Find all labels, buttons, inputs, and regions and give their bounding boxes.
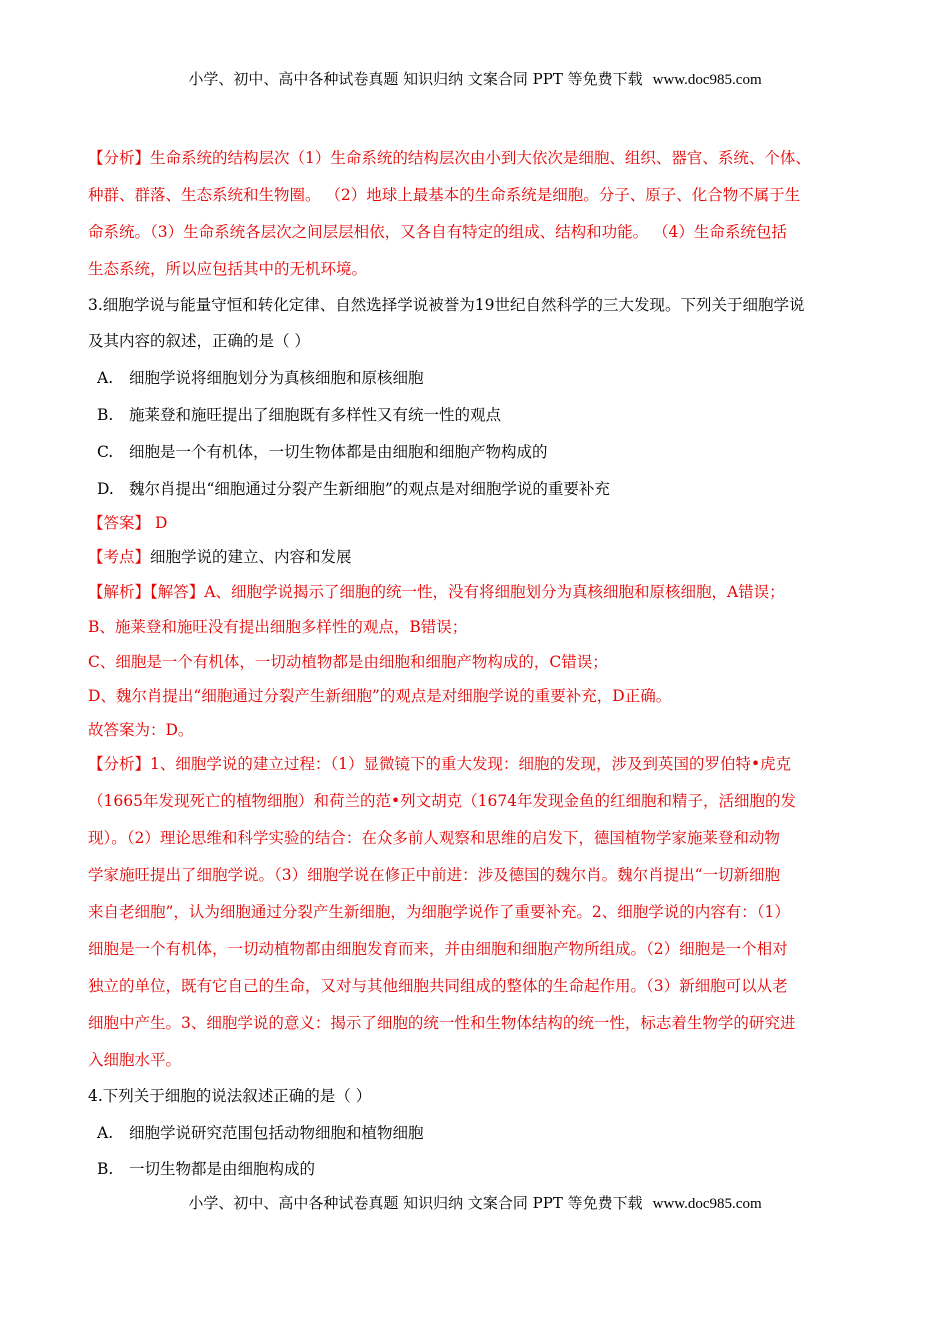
q3-stem-line: 及其内容的叙述，正确的是（ ） — [88, 332, 310, 350]
q2-analysis-line: 种群、群落、生态系统和生物圈。 （2）地球上最基本的生命系统是细胞。分子、原子、化合物不属于生 — [88, 186, 801, 204]
q3-option-b — [97, 403, 501, 425]
q3-conclusion: 故答案为：D。 — [88, 721, 194, 739]
option-letter: A. — [97, 369, 114, 387]
answer-label: 【答案】 — [88, 514, 151, 532]
q3-analysis-line: 现）。（2）理论思维和科学实验的结合：在众多前人观察和思维的启发下，德国植物学家施莱登和动物 — [88, 829, 780, 847]
q3-analysis-line: 细胞是一个有机体，一切动植物都由细胞发育而来，并由细胞和细胞产物所组成。（2）细胞是一个相对 — [88, 940, 788, 958]
header-text: 小学、初中、高中各种试卷真题 知识归纳 文案合同 PPT 等免费下载 — [188, 70, 643, 88]
option-text: 细胞是一个有机体，一切生物体都是由细胞和细胞产物构成的 — [129, 443, 548, 461]
option-letter: B. — [97, 406, 114, 424]
option-text: 魏尔肖提出“细胞通过分裂产生新细胞”的观点是对细胞学说的重要补充 — [129, 480, 610, 498]
option-letter: C. — [97, 443, 114, 461]
q3-analysis-line: 学家施旺提出了细胞学说。（3）细胞学说在修正中前进：涉及德国的魏尔肖。魏尔肖提出“一切新细胞 — [88, 866, 781, 884]
answer-value: D — [150, 514, 168, 532]
q3-explain-line: D、魏尔肖提出“细胞通过分裂产生新细胞”的观点是对细胞学说的重要补充，D正确。 — [88, 687, 672, 705]
q2-analysis-line: 命系统。（3）生命系统各层次之间层层相依，又各自有特定的组成、结构和功能。 （4）生命系统包括 — [88, 223, 787, 241]
q3-option-a — [97, 366, 424, 388]
page-header — [0, 68, 950, 89]
q4-stem: 4.下列关于细胞的说法叙述正确的是（ ） — [88, 1087, 372, 1105]
header-site: www.doc985.com — [652, 72, 762, 88]
q3-analysis-line: 来自老细胞”，认为细胞通过分裂产生新细胞，为细胞学说作了重要补充。2、细胞学说的内容有：（1） — [88, 903, 790, 921]
q3-analysis-line: 独立的单位，既有它自己的生命，又对与其他细胞共同组成的整体的生命起作用。（3）新细胞可以从老 — [88, 977, 788, 995]
option-text: 一切生物都是由细胞构成的 — [129, 1160, 316, 1178]
q3-point — [88, 545, 352, 567]
q3-answer — [88, 511, 167, 533]
q2-analysis-line: 生态系统，所以应包括其中的无机环境。 — [88, 260, 368, 278]
q2-analysis-line: 【分析】生命系统的结构层次（1）生命系统的结构层次由小到大依次是细胞、组织、器官、系统、个体、 — [88, 149, 811, 167]
q3-analysis-line: 【分析】1、细胞学说的建立过程：（1）显微镜下的重大发现：细胞的发现，涉及到英国的罗伯特•虎克 — [88, 755, 792, 773]
footer-text: 小学、初中、高中各种试卷真题 知识归纳 文案合同 PPT 等免费下载 — [188, 1194, 643, 1212]
option-letter: B. — [97, 1160, 114, 1178]
q3-explain-line: B、施莱登和施旺没有提出细胞多样性的观点，B错误； — [88, 618, 468, 636]
q3-option-c — [97, 440, 548, 462]
option-letter: A. — [97, 1124, 114, 1142]
page-footer — [0, 1192, 950, 1213]
option-text: 施莱登和施旺提出了细胞既有多样性又有统一性的观点 — [129, 406, 502, 424]
option-text: 细胞学说研究范围包括动物细胞和植物细胞 — [129, 1124, 424, 1142]
q4-option-a — [97, 1121, 424, 1143]
point-label: 【考点】 — [88, 548, 151, 566]
q3-explain-line: 【解析】【解答】A、细胞学说揭示了细胞的统一性，没有将细胞划分为真核细胞和原核细胞，A错误； — [88, 583, 785, 601]
q3-analysis-line: 细胞中产生。3、细胞学说的意义：揭示了细胞的统一性和生物体结构的统一性，标志着生物学的研究进 — [88, 1014, 796, 1032]
q3-analysis-line: 入细胞水平。 — [88, 1051, 182, 1069]
q3-stem-line: 3.细胞学说与能量守恒和转化定律、自然选择学说被誉为19世纪自然科学的三大发现。下列关于细胞学说 — [88, 296, 805, 314]
point-text: 细胞学说的建立、内容和发展 — [150, 548, 352, 566]
q3-explain-line: C、细胞是一个有机体，一切动植物都是由细胞和细胞产物构成的，C错误； — [88, 653, 608, 671]
q4-option-b — [97, 1157, 315, 1179]
option-text: 细胞学说将细胞划分为真核细胞和原核细胞 — [129, 369, 424, 387]
q3-analysis-line: （1665年发现死亡的植物细胞）和荷兰的范•列文胡克（1674年发现金鱼的红细胞和精子，活细胞的发 — [88, 792, 797, 810]
option-letter: D. — [97, 480, 114, 498]
q3-option-d — [97, 477, 610, 499]
footer-site: www.doc985.com — [652, 1196, 762, 1212]
